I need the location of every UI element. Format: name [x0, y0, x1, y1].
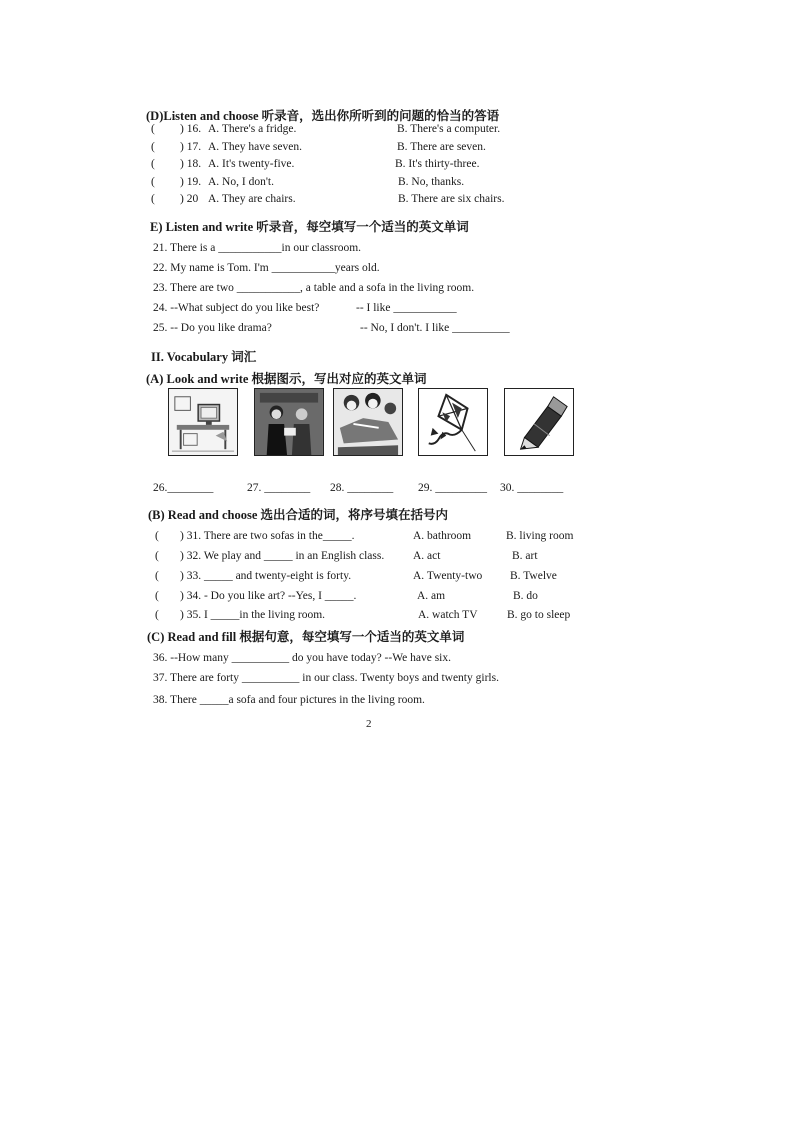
picture-answer-blank: 27. ________	[247, 482, 311, 494]
option-a: A. Twenty-two	[413, 570, 483, 582]
option-a: A. bathroom	[413, 530, 472, 542]
option-b: B. living room	[506, 530, 574, 542]
question-text: ) 34. - Do you like art? --Yes, I _____.	[180, 590, 357, 602]
answer-paren: (	[151, 141, 155, 153]
option-b: B. do	[513, 590, 538, 602]
option-b: B. There are six chairs.	[398, 193, 505, 205]
fill-line: 38. There _____a sofa and four pictures in the living room.	[153, 694, 425, 706]
fill-line: 37. There are forty __________ in our class. Twenty boys and twenty girls.	[153, 672, 499, 684]
vocabulary-title: II. Vocabulary 词汇	[151, 350, 257, 364]
answer-paren: (	[151, 176, 155, 188]
section-c-title: (C) Read and fill 根据句意，每空填写一个适当的英文单词	[147, 630, 465, 644]
option-b: B. There's a computer.	[397, 123, 501, 135]
answer-paren: (	[155, 550, 159, 562]
option-b: B. art	[512, 550, 538, 562]
picture-answer-blank: 26.________	[153, 482, 214, 494]
picture-answer-blank: 28. ________	[330, 482, 394, 494]
children-playing-picture	[333, 388, 403, 456]
answer-paren: (	[155, 530, 159, 542]
answer-paren: (	[151, 193, 155, 205]
answer-paren: (	[151, 158, 155, 170]
fill-line: 36. --How many __________ do you have today? --We have six.	[153, 652, 452, 664]
option-a: A. am	[417, 590, 446, 602]
picture-answer-blank: 30. ________	[500, 482, 564, 494]
question-text: ) 31. There are two sofas in the_____.	[180, 530, 355, 542]
picture-answer-blank: 29. _________	[418, 482, 487, 494]
question-number: ) 18.	[180, 158, 202, 170]
option-a: A. They have seven.	[208, 141, 302, 153]
option-b: B. go to sleep	[507, 609, 571, 621]
question-text: ) 35. I _____in the living room.	[180, 609, 326, 621]
option-b: B. There are seven.	[397, 141, 486, 153]
answer-prompt: -- I like ___________	[356, 302, 457, 314]
pencil-sharpener-picture	[504, 388, 574, 456]
kite-picture	[418, 388, 488, 456]
fill-line: 25. -- Do you like drama?	[153, 322, 272, 334]
option-a: A. There's a fridge.	[208, 123, 297, 135]
option-b: B. Twelve	[510, 570, 557, 582]
option-a: A. They are chairs.	[208, 193, 296, 205]
section-a-title: (A) Look and write 根据图示，写出对应的英文单词	[146, 372, 427, 386]
section-e-title: E) Listen and write 听录音，每空填写一个适当的英文单词	[150, 220, 469, 234]
question-number: ) 16.	[180, 123, 202, 135]
question-text: ) 32. We play and _____ in an English class.	[180, 550, 385, 562]
option-a: A. watch TV	[418, 609, 478, 621]
answer-paren: (	[155, 570, 159, 582]
question-number: ) 19.	[180, 176, 202, 188]
option-b: B. It's thirty-three.	[395, 158, 480, 170]
answer-prompt: -- No, I don't. I like __________	[360, 322, 510, 334]
option-a: A. No, I don't.	[208, 176, 274, 188]
section-b-title: (B) Read and choose 选出合适的词，将序号填在括号内	[148, 508, 449, 522]
classroom-computer-picture	[168, 388, 238, 456]
fill-line: 21. There is a ___________in our classroom.	[153, 242, 362, 254]
option-b: B. No, thanks.	[398, 176, 465, 188]
answer-paren: (	[155, 609, 159, 621]
answer-paren: (	[151, 123, 155, 135]
option-a: A. It's twenty-five.	[208, 158, 295, 170]
section-d-title: (D)Listen and choose 听录音，选出你所听到的问题的恰当的答语	[146, 109, 500, 123]
answer-paren: (	[155, 590, 159, 602]
question-text: ) 33. _____ and twenty-eight is forty.	[180, 570, 352, 582]
question-number: ) 20	[180, 193, 199, 205]
question-number: ) 17.	[180, 141, 202, 153]
fill-line: 23. There are two ___________, a table and a sofa in the living room.	[153, 282, 475, 294]
drama-scene-picture	[254, 388, 324, 456]
page-number: 2	[366, 718, 372, 730]
fill-line: 22. My name is Tom. I'm ___________years old.	[153, 262, 380, 274]
fill-line: 24. --What subject do you like best?	[153, 302, 320, 314]
option-a: A. act	[413, 550, 441, 562]
